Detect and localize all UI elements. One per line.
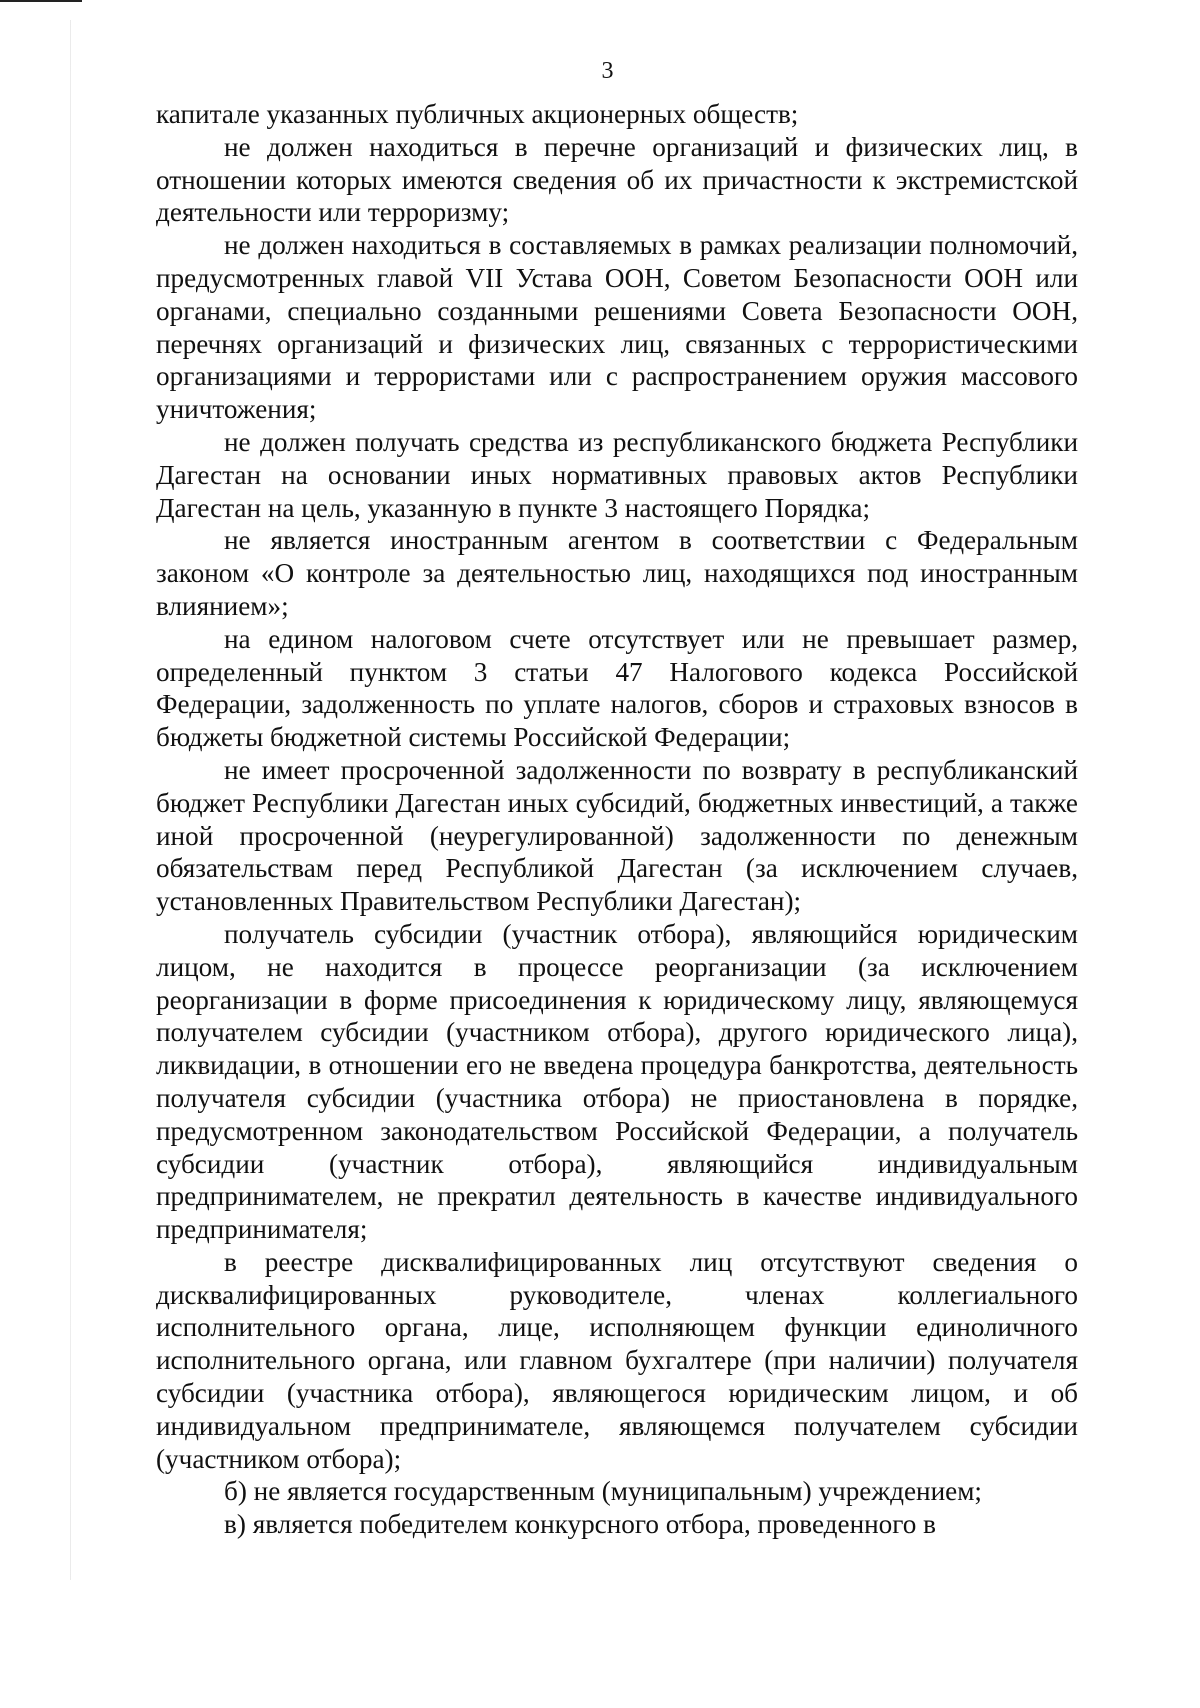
paragraph: на едином налоговом счете отсутствует или не превышает размер, определенный пунктом 3 статьи 47 Налогового кодекса Российской Федерации, задолженность по уплате налогов, сборов и страховых взносов в бюджеты бюджетной системы Российской Федерации; [156, 623, 1078, 753]
paragraph: в) является победителем конкурсного отбора, проведенного в [224, 1509, 936, 1540]
paragraph: не имеет просроченной задолженности по возврату в республиканский бюджет Республики Дагестан иных субсидий, бюджетных инвестиций, а также иной просроченной (неурегулированной) задолженности по денежным обязательствам перед Республикой Дагестан (за исключением случаев, установленных Правительством Республики Дагестан); [156, 754, 1078, 917]
scan-edge-mark [0, 0, 82, 2]
paragraph: не должен находиться в составляемых в рамках реализации полномочий, предусмотренных главой VII Устава ООН, Советом Безопасности ООН или органами, специально созданными решениями Совета Безопасности ООН, перечнях организаций и физических лиц, связанных с террористическими организациями и террористами или с распространением оружия массового уничтожения; [156, 230, 1078, 425]
paragraph: получатель субсидии (участник отбора), являющийся юридическим лицом, не находится в процессе реорганизации (за исключением реорганизации в форме присоединения к юридическому лицу, являющемуся получателем субсидии (участником отбора), другого юридического лица), ликвидации, в отношении его не введена процедура банкротства, деятельность получателя субсидии (участника отбора) не приостановлена в порядке, предусмотренном законодательством Российской Федерации, а получатель субсидии (участник отбора), являющийся индивидуальным предпринимателем, не прекратил деятельность в качестве индивидуального предпринимателя; [156, 918, 1078, 1245]
paragraph: не должен получать средства из республиканского бюджета Республики Дагестан на основании иных нормативных правовых актов Республики Дагестан на цель, указанную в пункте 3 настоящего Порядка; [156, 426, 1078, 523]
paragraph: в реестре дисквалифицированных лиц отсутствуют сведения о дисквалифицированных руководителе, членах коллегиального исполнительного органа, лице, исполняющем функции единоличного исполнительного органа, или главном бухгалтере (при наличии) получателя субсидии (участника отбора), являющегося юридическим лицом, и об индивидуальном предпринимателе, являющемся получателем субсидии (участником отбора); [156, 1246, 1078, 1474]
scan-margin-line [70, 20, 71, 1580]
paragraph: капитале указанных публичных акционерных обществ; [156, 99, 799, 129]
page-number: 3 [601, 58, 614, 84]
paragraph: не является иностранным агентом в соответствии с Федеральным законом «О контроле за деятельностью лиц, находящихся под иностранным влиянием»; [156, 525, 1078, 621]
paragraph: не должен находиться в перечне организаций и физических лиц, в отношении которых имеются сведения об их причастности к экстремистской деятельности или терроризму; [156, 131, 1078, 228]
document-body [156, 98, 1078, 1541]
paragraph: б) не является государственным (муниципальным) учреждением; [224, 1476, 982, 1507]
